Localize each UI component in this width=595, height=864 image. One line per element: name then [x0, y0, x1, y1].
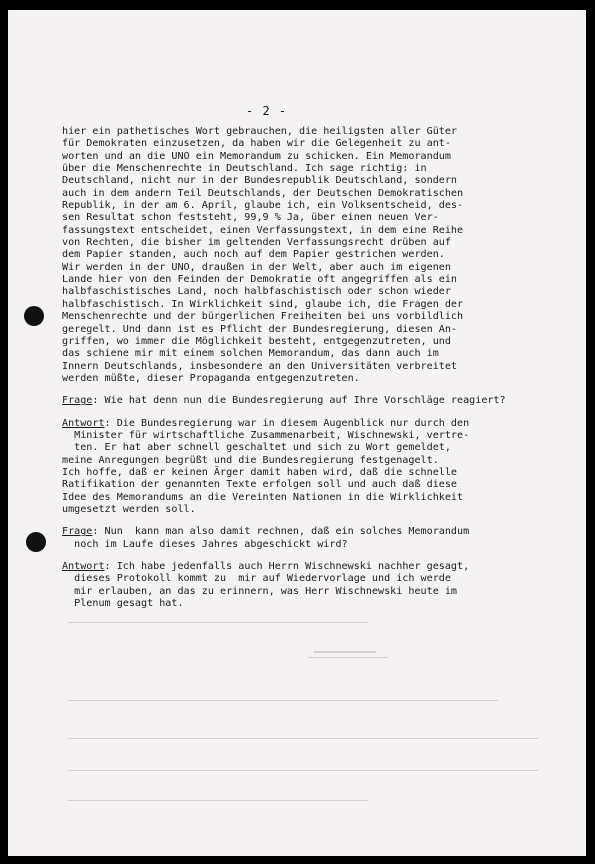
text-line: dem Papier standen, auch noch auf dem Papier gestrichen werden. — [62, 249, 445, 261]
line-text: : Die Bundesregierung war in diesem Augenblick nur durch den — [104, 417, 470, 429]
scan-artifact — [68, 622, 368, 623]
line-text: : Nun kann man also damit rechnen, daß ein solches Memorandum — [92, 526, 470, 538]
text-line: Menschenrechte und der bürgerlichen Freiheiten bei uns vorbildlich — [62, 311, 464, 323]
text-line — [62, 418, 574, 430]
text-line: halbfaschistisches Land, noch halbfaschistisch oder schon wieder — [62, 286, 451, 298]
line-text: Plenum gesagt hat. — [62, 598, 184, 610]
text-line — [62, 442, 574, 454]
document-page — [8, 10, 586, 856]
scan-artifact — [68, 700, 498, 701]
text-line — [62, 539, 574, 551]
text-line: Deutschland, nicht nur in der Bundesrepublik Deutschland, sondern — [62, 175, 458, 187]
line-text: : Ich habe jedenfalls auch Herrn Wischnewski nachher gesagt, — [104, 561, 470, 572]
line-text: ten. Er hat aber schnell geschaltet und sich zu Wort gemeldet, — [62, 442, 451, 454]
text-line: Wir werden in der UNO, draußen in der Welt, aber auch im eigenen — [62, 261, 451, 273]
line-text: mir erlauben, an das zu erinnern, was Herr Wischnewski heute im — [62, 585, 458, 597]
document-body — [62, 126, 574, 610]
text-line — [62, 504, 574, 516]
text-line: worten und an die UNO ein Memorandum zu schicken. Ein Memorandum — [62, 150, 451, 162]
text-line: für Demokraten einzusetzen, da haben wir die Gelegenheit zu ant- — [62, 138, 451, 150]
answer-block — [62, 418, 574, 517]
text-line — [62, 573, 574, 585]
line-text: umgesetzt werden soll. — [62, 503, 196, 515]
text-line — [62, 586, 574, 598]
line-text: Idee des Memorandums an die Vereinten Nationen in die Wirklichkeit — [62, 491, 464, 503]
answer-label: Antwort — [62, 417, 105, 429]
punch-hole-top — [24, 306, 44, 326]
line-text: Minister für wirtschaftliche Zusammenarbeit, Wischnewski, vertre- — [62, 429, 470, 441]
punch-hole-bottom — [26, 532, 46, 552]
answer-label: Antwort — [62, 561, 105, 572]
text-line: sen Resultat schon feststeht, 99,9 % Ja, über einen neuen Ver- — [62, 212, 439, 224]
text-line: werden müßte, dieser Propaganda entgegenzutreten. — [62, 372, 360, 384]
text-line: Lande hier von den Feinden der Demokratie oft angegriffen als ein — [62, 274, 458, 286]
line-text: : Wie hat denn nun die Bundesregierung auf Ihre Vorschläge reagiert? — [92, 395, 506, 407]
text-line — [62, 430, 574, 442]
text-line: griffen, wo immer die Möglichkeit besteht, entgegenzutreten, und — [62, 335, 451, 347]
line-text: dieses Protokoll kommt zu mir auf Wiedervorlage und ich werde — [62, 573, 451, 585]
text-line — [62, 395, 574, 407]
scan-artifact — [68, 770, 538, 771]
text-line — [62, 479, 574, 491]
text-line: hier ein pathetisches Wort gebrauchen, die heiligsten aller Güter — [62, 126, 458, 137]
text-line: auch in dem andern Teil Deutschlands, der Deutschen Demokratischen — [62, 187, 464, 199]
question-block — [62, 395, 574, 407]
text-line: Republik, in der am 6. April, glaube ich, ein Volksentscheid, des- — [62, 200, 464, 212]
line-text: noch im Laufe dieses Jahres abgeschickt wird? — [62, 538, 348, 550]
scan-artifact — [68, 800, 368, 801]
text-line — [62, 561, 574, 573]
text-line — [62, 598, 574, 610]
scan-artifact — [308, 657, 388, 658]
text-line — [62, 492, 574, 504]
text-line: halbfaschistisch. In Wirklichkeit sind, glaube ich, die Fragen der — [62, 298, 464, 310]
text-line — [62, 526, 574, 538]
question-label: Frage — [62, 526, 93, 538]
text-line — [62, 455, 574, 467]
answer-block — [62, 561, 574, 610]
text-line: geregelt. Und dann ist es Pflicht der Bundesregierung, diesen An- — [62, 323, 458, 335]
line-text: Ratifikation der genannten Texte erfolgen soll und auch daß diese — [62, 479, 458, 491]
line-text: meine Anregungen begrüßt und die Bundesregierung festgenagelt. — [62, 454, 439, 466]
text-line — [62, 467, 574, 479]
text-line: Innern Deutschlands, insbesondere an den Universitäten verbreitet — [62, 360, 458, 372]
line-text: Ich hoffe, daß er keinen Ärger damit haben wird, daß die schnelle — [62, 466, 458, 478]
question-block — [62, 526, 574, 551]
text-line: über die Menschenrechte in Deutschland. Ich sage richtig: in — [62, 163, 427, 175]
scan-artifact — [68, 738, 538, 739]
paragraph — [62, 126, 574, 385]
page-number: - 2 - — [246, 104, 288, 118]
text-line: von Rechten, die bisher im geltenden Verfassungsrecht drüben auf — [62, 237, 451, 249]
question-label: Frage — [62, 395, 93, 407]
scan-artifact — [314, 651, 376, 653]
text-line: fassungstext entscheidet, einen Verfassungstext, in dem eine Reihe — [62, 224, 464, 236]
text-line: das schiene mir mit einem solchen Memorandum, das dann auch im — [62, 348, 439, 360]
